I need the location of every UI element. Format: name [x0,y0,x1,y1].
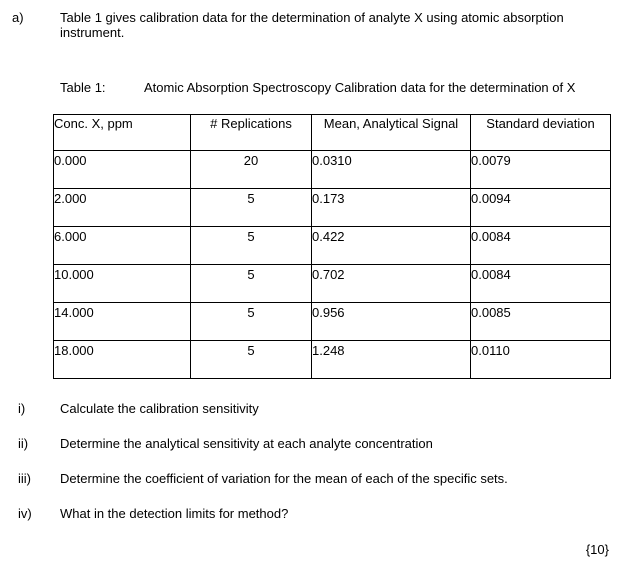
cell-mean-signal: 0.0310 [312,151,471,189]
cell-standard-deviation: 0.0085 [471,303,611,341]
cell-standard-deviation: 0.0110 [471,341,611,379]
header-standard-deviation: Standard deviation [471,115,611,151]
cell-standard-deviation: 0.0084 [471,265,611,303]
cell-standard-deviation: 0.0084 [471,227,611,265]
cell-concentration: 2.000 [54,189,191,227]
cell-replications: 5 [191,189,312,227]
part-label: a) [12,10,24,25]
table-row [54,189,611,227]
header-mean-signal: Mean, Analytical Signal [312,115,471,151]
cell-standard-deviation: 0.0079 [471,151,611,189]
cell-mean-signal: 0.173 [312,189,471,227]
table-caption-title: Atomic Absorption Spectroscopy Calibration data for the determination of X [144,80,576,95]
table-row [54,341,611,379]
cell-standard-deviation: 0.0094 [471,189,611,227]
question-number: iv) [18,506,32,521]
cell-concentration: 6.000 [54,227,191,265]
cell-concentration: 0.000 [54,151,191,189]
cell-concentration: 10.000 [54,265,191,303]
marks-total: {10} [585,542,609,557]
table-row [54,227,611,265]
table-header-row [54,115,611,151]
table-row [54,303,611,341]
cell-mean-signal: 0.422 [312,227,471,265]
cell-concentration: 18.000 [54,341,191,379]
header-replications: # Replications [191,115,312,151]
table-caption-label: Table 1: [60,80,106,95]
cell-concentration: 14.000 [54,303,191,341]
question-text: What in the detection limits for method? [60,506,289,521]
cell-mean-signal: 0.702 [312,265,471,303]
question-text: Determine the analytical sensitivity at each analyte concentration [60,436,433,451]
question-number: ii) [18,436,29,451]
table-row [54,151,611,189]
cell-replications: 5 [191,265,312,303]
calibration-table [53,114,611,379]
question-number: i) [18,401,26,416]
cell-replications: 5 [191,341,312,379]
question-text: Calculate the calibration sensitivity [60,401,259,416]
header-concentration: Conc. X, ppm [54,115,191,151]
cell-mean-signal: 1.248 [312,341,471,379]
cell-replications: 5 [191,303,312,341]
question-number: iii) [18,471,31,486]
question-text: Determine the coefficient of variation for the mean of each of the specific sets. [60,471,508,486]
cell-mean-signal: 0.956 [312,303,471,341]
intro-paragraph: Table 1 gives calibration data for the determination of analyte X using atomic absorption instrument. [60,10,564,40]
cell-replications: 20 [191,151,312,189]
table-row [54,265,611,303]
cell-replications: 5 [191,227,312,265]
